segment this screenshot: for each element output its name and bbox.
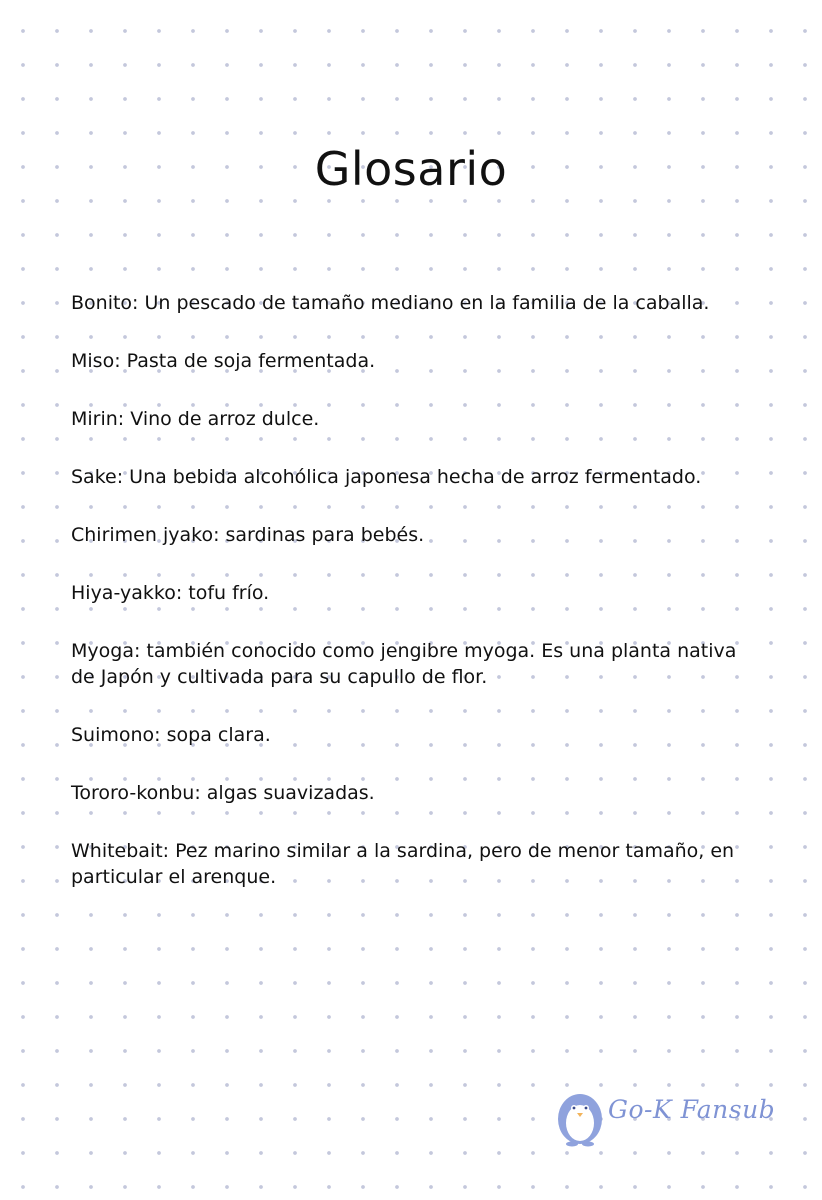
fansub-logo	[552, 1083, 782, 1155]
penguin-icon	[552, 1083, 608, 1147]
fansub-logo-text: Go-K Fansub	[608, 1095, 776, 1124]
glossary-entry-tororo-konbu: Tororo-konbu: algas suavizadas.	[71, 782, 375, 804]
glossary-entry-whitebait: Whitebait: Pez marino similar a la sardina, pero de menor tamaño, en particular el arenque.	[71, 840, 735, 888]
glossary-entry-miso: Miso: Pasta de soja fermentada.	[71, 350, 376, 372]
glossary-list	[71, 290, 761, 922]
glossary-entry-hiya-yakko: Hiya-yakko: tofu frío.	[71, 582, 270, 604]
glossary-entry-suimono: Suimono: sopa clara.	[71, 724, 271, 746]
glossary-entry-chirimen-jyako: Chirimen jyako: sardinas para bebés.	[71, 524, 425, 546]
glossary-entry-sake: Sake: Una bebida alcohólica japonesa hecha de arroz fermentado.	[71, 466, 702, 488]
glossary-entry-mirin: Mirin: Vino de arroz dulce.	[71, 408, 320, 430]
page-title: Glosario	[314, 142, 508, 196]
glossary-entry-myoga: Myoga: también conocido como jengibre myoga. Es una planta nativa de Japón y cultivada para su capullo de flor.	[71, 640, 737, 688]
glossary-entry-bonito: Bonito: Un pescado de tamaño mediano en la familia de la caballa.	[71, 292, 710, 314]
